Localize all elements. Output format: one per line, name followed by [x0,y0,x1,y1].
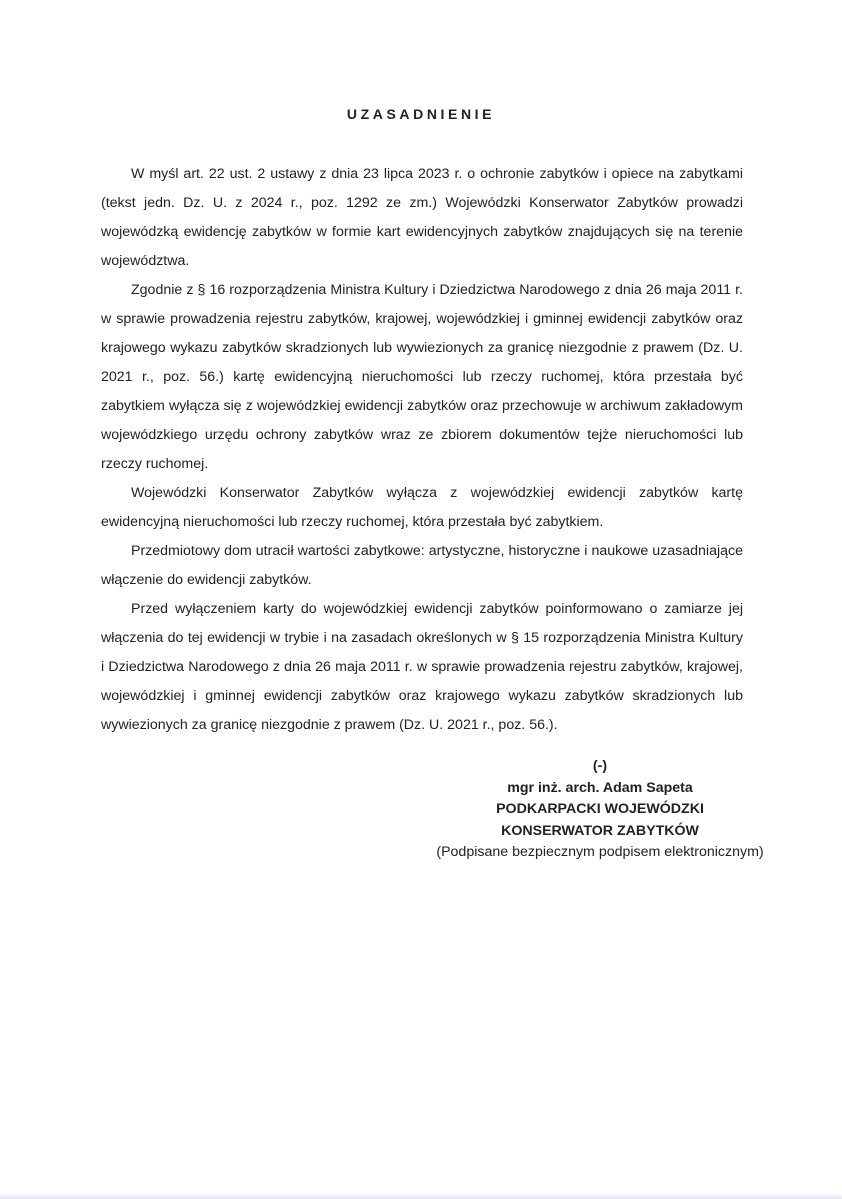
signatory-position-line1: PODKARPACKI WOJEWÓDZKI [496,801,704,817]
paragraph-legal-basis: W myśl art. 22 ust. 2 ustawy z dnia 23 lipca 2023 r. o ochronie zabytków i opiece na zabytkami (tekst jedn. Dz. U. z 2024 r., poz. 1292 ze zm.) Wojewódzki Konserwator Zabytków prowadzi wojewódzką ewidencję zabytków w formie kart ewidencyjnych zabytków znajdujących się na terenie województwa. [101,166,743,269]
paragraph-notification: Przed wyłączeniem karty do wojewódzkiej ewidencji zabytków poinformowano o zamiarze jej włączenia do tej ewidencji w trybie i na zasadach określonych w § 15 rozporządzenia Ministra Kultury i Dziedzictwa Narodowego z dnia 26 maja 2011 r. w sprawie prowadzenia rejestru zabytków, krajowej, wojewódzkiej i gminnej ewidencji zabytków oraz krajowego wykazu zabytków skradzionych lub wywiezionych za granicę niezgodnie z prawem (Dz. U. 2021 r., poz. 56.). [101,601,743,733]
signature-note: (Podpisane bezpiecznym podpisem elektronicznym) [436,844,764,860]
paragraph-exclusion: Wojewódzki Konserwator Zabytków wyłącza z wojewódzkiej ewidencji zabytków kartę ewidencyjną nieruchomości lub rzeczy ruchomej, która przestała być zabytkiem. [101,485,743,530]
document-title: UZASADNIENIE [346,106,496,122]
signature-mark: (-) [592,758,608,774]
document-body [101,160,743,740]
signature-block [400,756,800,864]
paragraph-lost-values: Przedmiotowy dom utracił wartości zabytkowe: artystyczne, historyczne i naukowe uzasadniające włączenie do ewidencji zabytków. [101,543,743,588]
signatory-position-line2: KONSERWATOR ZABYTKÓW [501,822,699,839]
scan-edge-divider [0,1193,842,1199]
paragraph-regulation: Zgodnie z § 16 rozporządzenia Ministra Kultury i Dziedzictwa Narodowego z dnia 26 maja 2011 r. w sprawie prowadzenia rejestru zabytków, krajowej, wojewódzkiej i gminnej ewidencji zabytków oraz krajowego wykazu zabytków skradzionych lub wywiezionych za granicę niezgodnie z prawem (Dz. U. 2021 r., poz. 56.) kartę ewidencyjną nieruchomości lub rzeczy ruchomej, która przestała być zabytkiem wyłącza się z wojewódzkiej ewidencji zabytków oraz przechowuje w archiwum zakładowym wojewódzkiego urzędu ochrony zabytków wraz ze zbiorem dokumentów tejże nieruchomości lub rzeczy ruchomej. [101,282,743,472]
signatory-name: mgr inż. arch. Adam Sapeta [507,779,693,796]
